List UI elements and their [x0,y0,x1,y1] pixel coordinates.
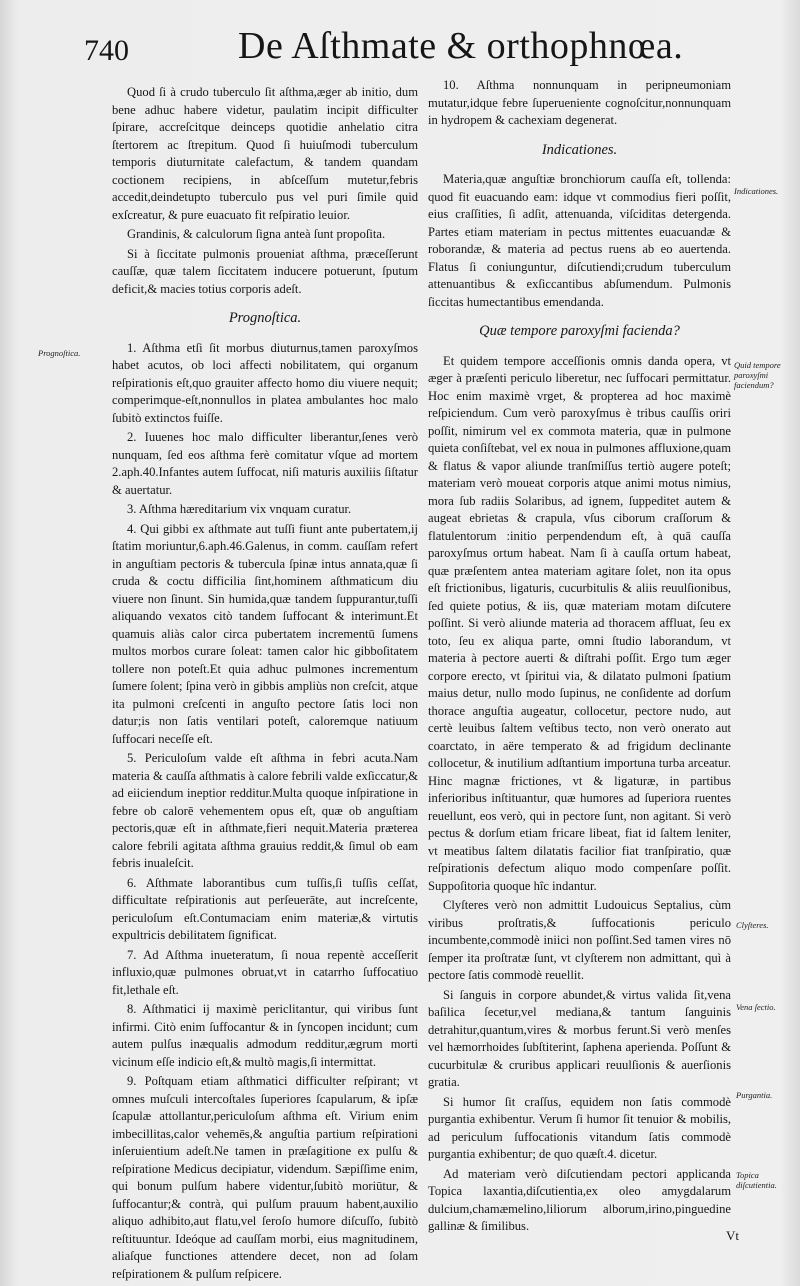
prognostic-item: 10. Aſthma nonnunquam in peripneumoniam mutatur,idque febre ſuperueniente cognoſcitur,nonnunquam in hydropem & cachexiam degenerat. [428,78,731,127]
prognostic-item: 2. Iuuenes hoc malo difficulter liberantur,ſenes verò nunquam, ſed eos aſthma ferè comitatur vſque ad mortem 2.aph.40.Infantes autem ſuffocat, niſi maturis auxiliis ſiſtatur & auertatur. [112,430,418,497]
catchword: Vt [726,1228,739,1243]
page-number: 740 [84,34,129,67]
margin-note-clysteres: Clyſteres. [736,920,769,930]
right-column [428,77,731,1238]
paragraph: Materia,quæ anguſtiæ bronchiorum cauſſa eſt, tollenda: quod fit euacuando eam: idque vt commodius fieri poſſit, eius craſſities, ſi adſit, attenuanda, viſciditas detergenda. Partes etiam materiam in pectus mittentes euacuandæ & roborandæ, & materia ad pectus ruens ab eo auertenda. Flatus ſi coniunguntur, diſcutiendi;crudum tuberculum attenuantibus & exſiccantibus abſumendum. Pulmonis ſiccitas humectantibus emendanda. [428,172,731,309]
paragraph: Si ſanguis in corpore abundet,& virtus valida ſit,vena baſilica ſecetur,vel mediana,& tantum ſanguinis detrahitur,quantum,vires & morbus ferunt.Si verò menſes vel hæmorrhoides ſubſtiterint, ſaphena aperienda. Poſſunt & cucurbitulæ & cruribus applicari reuulſionis & auerſionis gratia. [428,987,731,1089]
section-heading-paroxysm: Quæ tempore paroxyſmi facienda? [479,323,680,339]
prognostic-item: 3. Aſthma hæreditarium vix vnquam curatur. [127,502,352,516]
margin-note-topica: Topica diſcutientia. [736,1170,777,1190]
prognostic-item: 9. Poſtquam etiam aſthmatici difficulter reſpirant; vt omnes muſculi intercoſtales ſuperiores ſcapularum, & ipſæ ſcapulæ attollantur,periculoſum aſthma eſt. Virium enim imbecillitas,calor vehemēs,& anguſtia partium reſpirationi inſeruientium adeſt.Ne tamen in præſagitione ex pulſu & reſpiratione Medicus decipiatur, videndum. Sæpiſſime enim, qui bonum pulſum habere videntur,ſubitò moriūtur, & ſuffocantur;& contrà, qui pulſum prauum habent,auxilio aliquo adhibito,aut flatu,vel ſeroſo humore diſcuſſo, ſubitò reſtituuntur. Ideóque ad cauſſam morbi, eius magnitudinem, aliaſque functiones attendere decet, non ad ſolam reſpirationem & pulſum reſpicere. [112,1074,418,1281]
margin-note-indicationes: Indicationes. [734,186,779,196]
section-heading-indicationes: Indicationes. [541,141,618,158]
left-column [112,84,418,1285]
section-heading-prognostica: Prognoſtica. [228,310,302,326]
prognostic-item: 1. Aſthma etſi ſit morbus diuturnus,tamen paroxyſmos habet acutos, ob loci affecti nobilitatem, qui organum reſpirationis eſt,quo grauiter affecto homo diu viuere nequit; comperimque-eſt,nonnullos in platea ambulantes hoc malo ſubitò extinctos fuiſſe. [112,340,418,425]
paragraph: Clyſteres verò non admittit Ludouicus Septalius, cùm viribus proſtratis,& ſuffocationis periculo incumbente,commodè iniici non poſſint.Sed tamen vires nō ſemper ita proſtratæ ſunt, vt clyſterem non admittant, quì à pectore ſatis commodè reuellit. [428,898,731,982]
paragraph: Si à ſiccitate pulmonis proueniat aſthma, præceſſerunt cauſſæ, quæ talem ſiccitatem inducere potuerunt, ſputum deficit,& macies totius corporis adeſt. [112,246,418,296]
prognostic-item: 4. Qui gibbi ex aſthmate aut tuſſi fiunt ante pubertatem,ij ſtatim moriuntur,6.aph.46.Galenus, in comm. cauſſam refert in anguſtiam pectoris & tubercula ſpinæ intus annata,quæ ſi cruda & coctu difficilia ſint,hominem aſthmaticum diu viuere non ſinunt. Sin humida,quæ tandem ſuppurantur,tuſſi aliquando vexatos citò tandem ſuffocant & interimunt.Et quamuis aliàs calor circa pubertatem incrementū ſumens multos morbos curare ſoleat: tamen calor hic gibboſitatem tollere non poteſt.Et quia adhuc pulmones incrementum ſumere ſolent; ſpina verò in gibbis ampliùs non creſcit, atque ita pulmoni creſcenti in anguſto pectore ſatis loci non datur;is non ſatis ventilari poteſt, caloremque natiuum ſuffocari neceſſe eſt. [112,521,418,746]
margin-note-purgantia: Purgantia. [736,1090,773,1100]
prognostic-item: 8. Aſthmatici ij maximè periclitantur, qui viribus ſunt infirmi. Citò enim ſuffocantur & in ſyncopen incidunt; cum autem pulſus inæqualis admodum redditur,ægrum morti vicinum eſſe indicio eſt,& multò magis,ſi intermittat. [112,1002,418,1069]
paragraph: Ad materiam verò diſcutiendam pectori applicanda Topica laxantia,diſcutientia,ex oleo amygdalarum dulcium,chamæmelino,liliorum alborum,irino,pinguedine gallinæ & ſimilibus. [428,1166,731,1233]
page-title: De Aſthmate & orthophnœa. [238,25,684,67]
margin-note-quid-tempore: Quid tempore paroxyſmi faciendum? [734,360,781,390]
paragraph: Quod ſi à crudo tuberculo ſit aſthma,æger ab initio, dum bene adhuc habere videtur, paulatim incipit difficulter ſpirare, accreſcitque deinceps quotidie anhelatio citra ſtertorem ac ſtrepitum. Quod ſi huiuſmodi tuberculum temporis diuturnitate calefactum, & tandem quandam coctionem recipiens, in abſceſſum mutetur,febris accedit,deindetupto tuberculo pus vel puri ſimile quid exſcreatur, & pure euacuato fit reſpiratio leuior. [112,85,418,222]
prognostic-item: 6. Aſthmate laborantibus cum tuſſis,ſi tuſſis ceſſat, difficultate reſpirationis aut perſeuerāte, aut increſcente, periculoſum eſt.Contumaciam enim materiæ,& virtutis expultricis debilitatem ſignificat. [112,875,418,942]
prognostic-item: 7. Ad Aſthma inueteratum, ſi noua repentè acceſſerit influxio,quæ pulmones obruat,vt in catarrho ſuffocatiuo fit,lethale eſt. [112,947,418,997]
paragraph: Si humor ſit craſſus, equidem non ſatis commodè purgantia exhibentur. Verum ſi humor ſit tenuior & mobilis, ad periculum ſuffocationis vitandum ſatis commodè purgantia exhibentur; de quo quæſt.4. dicetur. [428,1094,731,1161]
margin-note-prognostica: Prognoſtica. [38,348,81,358]
paragraph: Grandinis, & calculorum ſigna anteà ſunt propoſita. [127,227,386,241]
prognostic-item: 5. Periculoſum valde eſt aſthma in febri acuta.Nam materia & cauſſa aſthmatis à calore febrili valde exſiccatur,& ad eiiciendum ineptior redditur.Multa quoque inſpiratione in febre ob calorē vehementem opus eſt, quæ ob anguſtiam pectoris,quæ eſt in aſthmate,fieri nequit.Materia præterea calore febrili agitata aſthma grauius reddit,& ſimul ob eam febris inualeſcit. [112,751,418,870]
margin-note-vena-sectio: Vena ſectio. [736,1002,776,1012]
paragraph: Et quidem tempore acceſſionis omnis danda opera, vt æger à præſenti periculo liberetur, nec ſuffocari permittatur. Hoc enim maximè vrget, & propterea ad hoc maximè reſpiciendum. Cum verò paroxyſmus è tribus cauſſis oriri poſſit, nimirum vel ex commota materia, quæ in pulmone quieta conſiſtebat, vel ex noua in pulmones affluxione,quam & flatus & vapor aliunde tranſmiſſus tertiò augere poteſt; materiam verò moueat corporis atque animi motus nimius, mora ſub radiis Solaribus, ad ignem, ſuppeditet autem & augeat ebrietas & crapula, vſus ciborum craſſorum & flatulentorum :initio perpendendum eſt, à quā cauſſa paroxyſmus ortum habeat. Nam ſi à cauſſa ortum habeat, quæ præſentem antea materiam agitare ſolet, non ita opus eſt frictionibus, ligaturis, cucurbitulis & aliis reuulſionibus, ſed quiete potius, & iis, quæ materiam motam diſcutere poſſint. Si verò aliunde materia ad thoracem affluat, ſeu ex toto, ſeu ex aliqua parte, omni ſtudio laborandum, vt materia à pectore auerti & diſtrahi poſſit. Ergo tum æger corpore erecto, vt ſpiritui via, & dilatato pulmoni ſpatium maius detur, nullo modo ſupinus, ne conſidente ad dorſum thorace anguſtia augeatur, collocetur, pectore nudo, aut certè leuibus ſaltem veſtibus tecto, non verò onerato aut coarctato, in aëre temperato & ad frigidum declinante collocetur, & inutilium adſtantium importuna turba arceatur. Hinc magnæ frictiones, vt & ligaturæ, in partibus inferioribus inſtituantur, quæ humores ad ſuperiora ruentes reuellunt, eos verò, qui in pectore ſunt, non agitant. Si verò pectus & dorſum etiam fricare libeat, fiat id ſaltem leniter, vt meatibus ſaltem dilatatis facilior fiat tranſpiratio, quæ reſpirationis defectum aliquo modo compenſare poſſit. Suppoſitoria quoque hîc indantur. [428,353,731,893]
